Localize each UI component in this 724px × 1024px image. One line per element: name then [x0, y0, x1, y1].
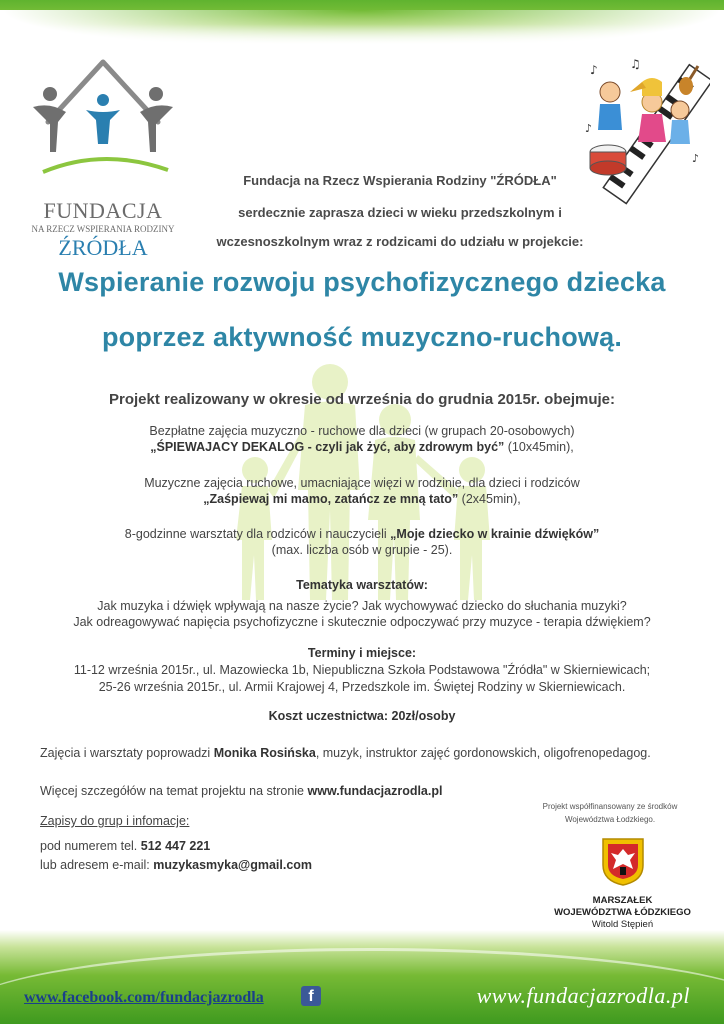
signup-heading: Zapisy do grup i infomacje:: [40, 814, 190, 828]
project-item-1-name: „ŚPIEWAJACY DEKALOG - czyli jak żyć, aby zdrowym być”: [150, 440, 505, 454]
dates-line-2: 25-26 września 2015r., ul. Armii Krajowej 4, Przedszkole im. Świętej Rodziny w Skierniewicach.: [98, 680, 626, 694]
intro-line-1: Fundacja na Rzecz Wspierania Rodziny "ŹRÓDŁA": [243, 173, 557, 188]
leader-text: Zajęcia i warsztaty poprowadzi Monika Rosińska, muzyk, instruktor zajęć gordonowskich, oligofrenopedagog.: [40, 746, 651, 760]
topics-line-2: Jak odreagowywać napięcia psychofizyczne i skutecznie odpoczywać przy muzyce - terapia dźwiękiem?: [73, 615, 651, 629]
topics-line-1: Jak muzyka i dźwięk wpływają na nasze życie? Jak wychowywać dziecko do słuchania muzyki?: [97, 599, 627, 613]
foundation-logo: [28, 52, 178, 260]
top-green-band: [0, 0, 724, 44]
lodz-crest-icon: [601, 837, 645, 887]
sponsor-note-1: Projekt współfinansowany ze środków: [542, 802, 678, 811]
svg-text:♫: ♫: [630, 57, 641, 71]
email-address[interactable]: muzykasmyka@gmail.com: [153, 858, 313, 872]
logo-text-subtitle: NA RZECZ WSPIERANIA RODZINY: [31, 224, 175, 234]
bottom-green-band: [0, 930, 724, 1024]
more-info-text: Więcej szczegółów na temat projektu na stronie www.fundacjazrodla.pl: [40, 784, 443, 798]
facebook-link[interactable]: www.facebook.com/fundacjazrodla: [24, 989, 264, 1006]
project-item-1-desc: Bezpłatne zajęcia muzyczno - ruchowe dla dzieci (w grupach 20-osobowych): [149, 424, 575, 438]
project-item-2-desc: Muzyczne zajęcia ruchowe, umacniające więzi w rodzinie, dla dzieci i rodziców: [144, 476, 580, 490]
project-item-3-title: [20, 526, 704, 542]
sponsor-title-1: MARSZAŁEK: [592, 895, 653, 906]
facebook-icon[interactable]: f: [301, 986, 321, 1006]
project-item-1-duration: (10x45min),: [504, 440, 574, 454]
signup-phone: pod numerem tel. 512 447 221: [40, 839, 211, 853]
sponsor-name: Witold Stępień: [591, 919, 654, 930]
sponsor-note-2: Województwa Łodzkiego.: [564, 815, 656, 824]
phone-number[interactable]: 512 447 221: [140, 839, 211, 853]
sponsor-title-2: WOJEWÓDZTWA ŁÓDZKIEGO: [554, 907, 691, 918]
svg-text:♪: ♪: [585, 122, 593, 135]
intro-line-2: serdecznie zaprasza dzieci w wieku przedszkolnym i: [238, 205, 562, 220]
project-item-2-title: [20, 491, 704, 507]
logo-text-zrodla: ŹRÓDŁA: [58, 235, 148, 260]
website-footer-link[interactable]: www.fundacjazrodla.pl: [476, 983, 690, 1008]
project-item-2-duration: (2x45min),: [458, 492, 521, 506]
project-item-3-limit: (max. liczba osób w grupie - 25).: [271, 543, 453, 557]
svg-text:♪: ♪: [590, 63, 598, 77]
main-title-line-1: Wspieranie rozwoju psychofizycznego dziecka: [58, 267, 666, 297]
main-title-line-2: poprzez aktywność muzyczno-ruchową.: [101, 322, 623, 352]
project-item-3-name: „Moje dziecko w krainie dźwięków”: [390, 527, 600, 541]
logo-text-fundacja: FUNDACJA: [43, 198, 163, 223]
signup-email: lub adresem e-mail: muzykasmyka@gmail.com: [40, 858, 313, 872]
project-item-3-desc: 8-godzinne warsztaty dla rodziców i nauczycieli: [124, 527, 391, 541]
cost-text: Koszt uczestnictwa: 20zł/osoby: [268, 709, 456, 723]
project-item-1-title: [20, 439, 704, 455]
project-heading: Projekt realizowany w okresie od września do grudnia 2015r. obejmuje:: [109, 391, 615, 408]
website-link-inline[interactable]: www.fundacjazrodla.pl: [307, 784, 443, 798]
leader-name: Monika Rosińska: [213, 746, 316, 760]
project-item-2-name: „Zaśpiewaj mi mamo, zatańcz ze mną tato”: [203, 492, 459, 506]
intro-line-3: wczesnoszkolnym wraz z rodzicami do udziału w projekcie:: [216, 234, 584, 249]
dates-heading: Terminy i miejsce:: [307, 646, 417, 660]
svg-text:♪: ♪: [692, 152, 700, 165]
topics-heading: Tematyka warsztatów:: [296, 578, 428, 592]
dates-line-1: 11-12 września 2015r., ul. Mazowiecka 1b, Niepubliczna Szkoła Podstawowa "Źródła" w Skierniewicach;: [73, 663, 651, 677]
